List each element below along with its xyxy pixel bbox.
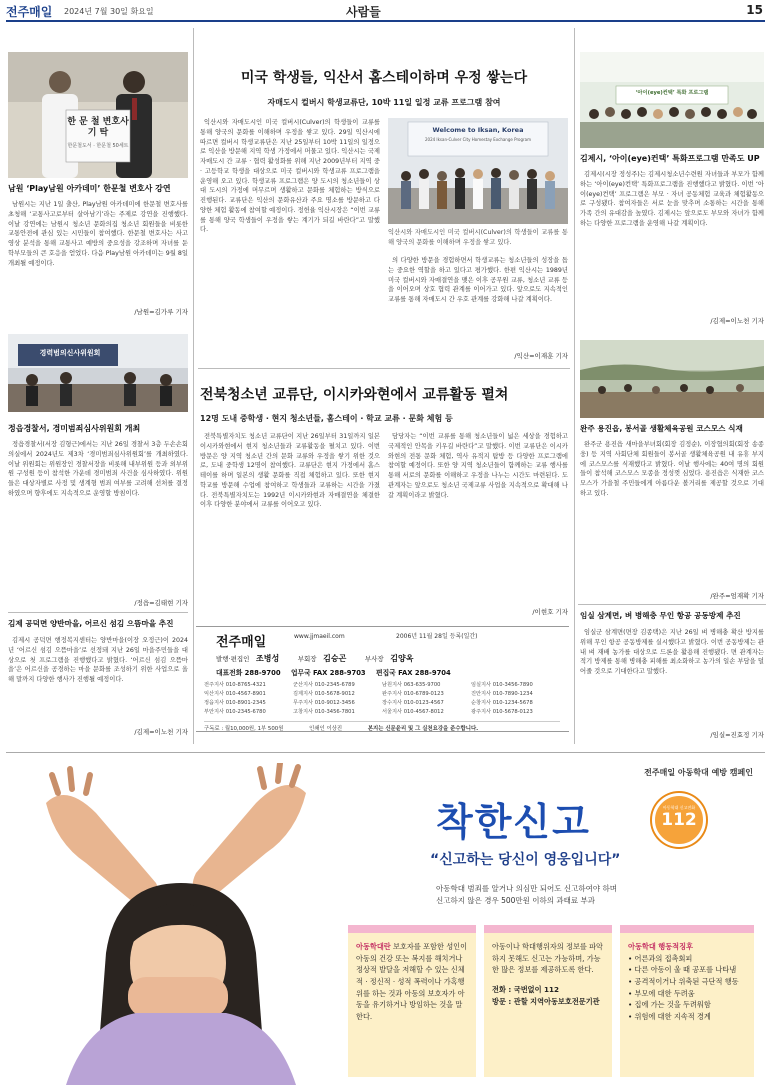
photo-police-committee (8, 334, 188, 412)
staff-contact: 정읍지사 010-8901-2345 (204, 700, 266, 706)
ad-description-line2: 신고하지 않은 경우 500만원 이하의 과태료 부과 (436, 896, 596, 905)
byline-imsil-drone: /임실=진효정 기자 (710, 731, 764, 739)
staff-contact: 부안지사 010-2345-6780 (204, 709, 266, 715)
staff-contact: 진안지사 010-7890-1234 (471, 691, 533, 697)
column-rule-left (193, 28, 194, 744)
section-title: 사람들 (346, 5, 381, 19)
ad-box-signs-item-text: 위험에 대한 지속적 경계 (634, 1011, 711, 1021)
ad-box-signs-item: • 어른과의 접촉회피 (628, 953, 693, 963)
headline-imsil-drone: 임실 삼계면, 벼 병해충 무인 항공 공동방제 추진 (580, 611, 741, 620)
photo-eye-contact (580, 52, 764, 148)
headline-iksan-homestay: 미국 학생들, 익산서 홈스테이하며 우정 쌓는다 (240, 70, 528, 86)
body-gimje-village-text: 김제시 공덕면 행정복지센터는 양반마을(이장 오정근)이 2024년 ‘어르신 섬김 으뜸마을’로 선정돼 지난 26일 마을주민들을 대상으로 첫 프로그램을 진행했다고 밝혔다. ‘어르신 섬김 으뜸마을’은 어르신을 공경하는 마을 문화를 조성하기 위한 사업으로 올해 말까지 다양한 행사가 진행될 예정이다. (8, 637, 188, 683)
staff-contact: 김제지사 010-5678-9012 (293, 691, 355, 697)
ad-box-signs-item: • 공격적이거나 위축된 극단적 행동 (628, 976, 739, 986)
staff-subscription: 구독료 : 월10,000원, 1부 500원 (204, 726, 284, 732)
body-iksan-right-text: 의 다양한 방문을 경험하면서 학생교류는 청소년들의 성장을 돕는 중요한 역할을 하고 있다고 평가했다. 한편 익산시는 1989년 미국 컬버시와 자매결연을 맺은 이후 공무원 교류, 청소년 교류 등을 이어오며 상호 협력 관계를 이어가고 있다. 앞으로도 지속적인 교류를 통해 자매도시 간 우호 관계를 강화해 나갈 계획이다. (388, 257, 568, 303)
staff-printer: 인쇄인 이상진 (309, 726, 343, 732)
divider-left-1 (8, 612, 188, 613)
body-iksan-right (388, 256, 568, 352)
body-namwon-text: 남원시는 지난 1일 출산, Play남원 아카데미에 한문철 변호사를 초청해 ‘교통사고로부터 살아남기’라는 주제로 강연을 진행했다. 이날 강연에는 남원시 청소년 문화의집 청소년 회원들을 비롯한 교통안전에 관심 있는 시민들이 참여했다. 한문철 변호사는 사고 영상 분석을 통해 교통사고 예방의 중요성을 강조하며 자녀를 둔 학부모들의 큰 호응을 얻었다. 다음 Play남원 아카데미는 9월 8일 개최될 예정이다. (8, 201, 188, 267)
body-ishikawa-left-text: 전북특별자치도 청소년 교류단이 지난 26일부터 31일까지 일본 이시카와현에서 현지 청소년들과 교류활동을 펼치고 있다. 이번 방문은 양 지역 청소년 간의 문화 교류와 우정을 쌓기 위한 것으로, 도내 중학생 12명이 참여했다. 교류단은 현지 가정에서 홈스테이를 하며 일본의 생활 문화를 직접 체험하고 있다. 또한 현지 학교를 방문해 수업에 참여하고 학생들과 교류하는 시간을 가졌다. 전북특별자치도는 1992년 이시카와현과 자매결연을 체결한 이후 다양한 분야에서 교류를 이어오고 있다. (200, 433, 380, 509)
ad-badge-number: 112 (661, 810, 697, 830)
body-gimje-eyecontact-text: 김제시(시장 정성주)는 김제시청소년수련원 자녀들과 부모가 함께하는 ‘아이(eye)컨택’ 특화프로그램을 진행했다고 밝혔다. 이번 ‘아이(eye)컨택’ 프로그램은 부모 · 자녀 공동체험 교육과 체험활동으로 구성됐다. 참여자들은 서로 눈을 맞추며 소통하는 시간을 통해 가족 간의 유대감을 높였다. 김제시는 앞으로도 부모와 자녀가 함께하는 다양한 프로그램을 운영해 나갈 계획이다. (580, 171, 764, 227)
staff-contact: 군산지사 010-2345-6789 (293, 682, 355, 688)
staff-phone-edit: 편집국 FAX 288-9704 (376, 669, 451, 677)
ad-box-signs-item-text: 공격적이거나 위축된 극단적 행동 (634, 976, 739, 986)
headline-jeongeup-police: 정읍경찰서, 경미범죄심사위원회 개최 (8, 424, 141, 433)
ad-box-signs-item-text: 다른 아동이 울 때 공포를 나타냄 (634, 965, 737, 975)
donation-sign (66, 117, 130, 161)
iksan-banner-sub: 2024 Iksan-Culver City Homestay Exchange Program (424, 137, 531, 142)
byline-iksan: /익산=이재훈 기자 (514, 352, 568, 360)
ad-box-report-call: 전화 : 국번없이 112 (492, 984, 560, 994)
staff-contact: 완주지사 010-6789-0123 (382, 691, 444, 697)
staff-box (196, 626, 569, 732)
staff-contact: 광주지사 010-5678-0123 (471, 709, 533, 715)
body-ishikawa-left (200, 432, 380, 616)
ad-box-signs-item-text: 부모에 대한 두려움 (634, 988, 695, 998)
caption-iksan-photo-text: 익산시와 자매도시인 미국 컬버시(Culver)의 학생들이 교류를 통해 양국의 문화를 이해하며 우정을 쌓고 있다. (388, 229, 568, 246)
ad-slogan: “신고하는 당신이 영웅입니다” (430, 852, 621, 868)
staff-paper-name: 전주매일 (216, 635, 267, 650)
police-banner-text: 경력범의신사위원회 (39, 349, 101, 357)
body-iksan-left (200, 118, 380, 362)
byline-gimje-eyecontact: /김제=이노천 기자 (710, 317, 764, 325)
staff-contact: 임실지사 010-3456-7890 (471, 682, 533, 688)
ad-box-signs-item: • 집에 가는 것을 두려워함 (628, 1000, 711, 1010)
body-gimje-village (8, 636, 188, 726)
page-number: 15 (746, 3, 763, 17)
staff-contact: 순창지사 010-1234-5678 (471, 700, 533, 706)
body-jeongeup-police (8, 440, 188, 594)
ad-badge-top: 아동학대 신고전화 (662, 805, 696, 810)
masthead (6, 2, 765, 22)
child-abuse-ad (6, 752, 765, 1087)
staff-vice-label: 부회장 (297, 655, 317, 663)
subheadline-iksan-homestay: 자매도시 컬버시 학생교류단, 10박 11일 일정 교류 프로그램 참여 (267, 98, 501, 107)
staff-vice: 김승곤 (323, 654, 347, 663)
headline-ishikawa: 전북청소년 교류단, 이시카와현에서 교류활동 펼쳐 (200, 387, 509, 403)
ad-box-signs-item: • 부모에 대한 두려움 (628, 988, 695, 998)
staff-registration: 2006년 11월 28일 등록(일간) (396, 633, 478, 640)
staff-publisher-label: 발행·편집인 (216, 655, 250, 663)
byline-wanju-cosmos: /완주=엄재확 기자 (710, 592, 764, 600)
staff-contact: 장수지사 010-0123-4567 (382, 700, 444, 706)
body-wanju-cosmos-text: 완주군 용진읍 새마을부녀회(회장 김정순), 이장협의회(회장 송종웅) 등 지역 사회단체 회원들이 봉서골 생활체육공원 내 유휴 부지에 코스모스를 식재했다고 밝혔다. 이날 행사에는 40여 명의 회원들이 참석해 코스모스 모종을 정성껏 심었다. 용진읍은 식재한 코스모스가 가을철 주민들에게 아름다운 볼거리를 제공할 것으로 기대하고 있다. (580, 441, 764, 497)
ad-box-definition-title: 아동학대란 (356, 942, 391, 951)
ad-box-report-visit: 방문 : 관할 지역아동보호전문기관 (492, 996, 600, 1006)
ad-illustration (6, 763, 336, 1085)
eye-contact-banner-text: ‘아이(eye)컨택’ 특화 프로그램 (635, 90, 709, 96)
staff-contact: 전주지사 010-8765-4321 (204, 682, 266, 688)
body-ishikawa-right (388, 432, 568, 606)
staff-contact: 무주지사 010-9012-3456 (293, 700, 355, 706)
headline-wanju-cosmos: 완주 용진읍, 봉서골 생활체육공원 코스모스 식재 (580, 424, 743, 433)
ad-box-report-text: 아동이나 학대행위자의 정보를 파악하지 못해도 신고는 가능하며, 가능한 많은 정보를 제공하도록 한다. (492, 942, 604, 975)
ad-description-line1: 아동학대 범죄를 알거나 의심만 되어도 신고하여야 하며 (436, 884, 617, 893)
byline-namwon: /남원=김가루 기자 (134, 308, 188, 316)
body-imsil-drone (580, 628, 764, 726)
body-ishikawa-right-text: 담당자는 “이번 교류를 통해 청소년들이 넓은 세상을 경험하고 국제적인 안목을 키우길 바란다”고 말했다. 이번 교류단은 이시카와현의 전통 문화 체험, 역사 유적지 탐방 등 다양한 프로그램에 참여할 예정이다. 또한 양 지역 청소년들이 함께하는 교류 행사를 통해 서로의 문화를 이해하고 우정을 나누는 시간도 마련된다. 도 관계자는 앞으로도 청소년 국제교류 사업을 지속적으로 확대해 나갈 계획이라고 밝혔다. (388, 433, 568, 499)
ad-box-signs-item: • 위험에 대한 지속적 경계 (628, 1011, 711, 1021)
staff-ethics: 본지는 신문윤리 및 그 실천요강을 준수합니다. (367, 726, 479, 732)
staff-vice2: 김양옥 (390, 654, 414, 663)
staff-contact: 익산지사 010-4567-8901 (204, 691, 266, 697)
donation-sign-sub: 한문철도서 · 한문철 50세트 (67, 142, 129, 149)
staff-contact: 서울지사 010-4567-8012 (382, 709, 444, 715)
ad-badge (652, 793, 706, 847)
body-wanju-cosmos (580, 440, 764, 590)
ad-box-signs-title: 아동학대 행동적징후 (628, 942, 693, 951)
ad-box-report (484, 925, 612, 1077)
ad-campaign-label: 전주매일 아동학대 예방 캠페인 (644, 768, 753, 777)
divider-center-1 (198, 368, 570, 369)
staff-publisher: 조병성 (256, 654, 280, 663)
headline-gimje-eyecontact: 김제시, ‘아이(eye)컨택’ 특화프로그램 만족도 UP (580, 154, 760, 163)
body-gimje-eyecontact (580, 170, 764, 316)
byline-gimje-village: /김제=이노천 기자 (134, 728, 188, 736)
ad-box-signs (620, 925, 754, 1077)
staff-contact: 남원지사 063-635-9700 (382, 682, 441, 688)
iksan-banner-title: Welcome to Iksan, Korea (432, 126, 524, 134)
body-jeongeup-text: 정읍경찰서(서장 김형근)에서는 지난 26일 경찰서 3층 두손손회의실에서 2024년도 제3차 ‘경미범죄심사위원회’를 개최하였다. 이날 위원회는 위원장인 경찰서장을 비롯해 내부위원 등과 외부위원 구성원 등이 참석한 가운데 경미범죄 사건을 심사하였다. 위원들은 대상자별로 사정 및 생계형 범죄 여부를 고려해 선처를 결정하였으며 향후에도 지속적으로 운영할 방침이다. (8, 441, 188, 497)
body-namwon (8, 200, 188, 306)
divider-right-1 (578, 604, 766, 605)
paper-name: 전주매일 (6, 5, 53, 19)
byline-ishikawa: /이현호 기자 (532, 608, 568, 616)
ad-box-definition (348, 925, 476, 1077)
photo-cosmos-planting (580, 340, 764, 418)
staff-phone-ad: 업무국 FAX 288-9703 (290, 669, 366, 677)
issue-date: 2024년 7월 30일 화요일 (64, 7, 154, 16)
headline-gimje-village: 김제 공덕면 양반마을, 어르신 섬김 으뜸마을 추진 (8, 619, 174, 628)
ad-box-signs-item-text: 어른과의 접촉회피 (634, 953, 693, 963)
staff-website: www.jjmaeil.com (294, 633, 345, 640)
ad-box-definition-text: 보호자를 포함한 성인이 아동의 건강 또는 복지를 해치거나 정상적 발달을 저해할 수 있는 신체적 · 정신적 · 성적 폭력이나 가혹행위를 하는 것과 아동의 보호자가 아동을 유기하거나 방임하는 것을 말한다. (356, 942, 468, 1021)
body-iksan-left-text: 익산시와 자매도시인 미국 컬버시(Culver)의 학생들이 교류를 통해 양국의 문화를 이해하며 우정을 쌓고 있다. 29일 익산시에 따르면 컬버시 학생교류단은 지난 25일부터 10박 11일의 일정으로 익산을 방문해 지역 학생 가정에서 머물고 있다. 익산시는 국제 자매도시 간 교류 · 협력 활성화를 위해 지난 2009년부터 지역 중 · 고등학교 학생을 대상으로 미국 컬버시와 학생교류 프로그램을 운영해 오고 있다. 학생교류 프로그램은 양 도시의 청소년들이 상대 도시의 가정에 머무르며 생활하고 문화를 체험하는 방식으로 진행된다. 교류단은 익산의 문화유산과 주요 명소를 방문하고 다양한 체험 활동에 참여할 예정이다. 정헌율 익산시장은 “이번 교류를 통해 양국 학생들이 우정을 쌓는 계기가 되길 바란다”고 말했다. (200, 119, 380, 234)
ad-title: 착한신고 (436, 800, 591, 844)
ad-box-signs-item: • 다른 아동이 울 때 공포를 나타냄 (628, 965, 737, 975)
subheadline-ishikawa: 12명 도내 중학생 · 현지 청소년들, 홈스테이 · 학교 교류 · 문화 체험 등 (200, 414, 453, 423)
caption-iksan-photo (388, 228, 568, 252)
column-rule-right (574, 28, 575, 744)
ad-box-signs-item-text: 집에 가는 것을 두려워함 (634, 1000, 711, 1010)
headline-namwon: 남원 ‘Play남원 아카데미’ 한문철 변호사 강연 (8, 184, 171, 193)
staff-contact: 고창지사 010-3456-7801 (293, 709, 355, 715)
byline-jeongeup-police: /정읍=김태현 기자 (134, 599, 188, 607)
body-imsil-drone-text: 임실군 삼계면(면장 김종택)은 지난 26일 벼 병해충 확산 방지를 위해 무인 항공 공동방제를 실시했다고 밝혔다. 이번 공동방제는 관내 벼 재배 농가를 대상으로 드론을 활용해 진행됐다. 면 관계자는 적기 방제를 통해 병해충 피해를 최소화하고 농가의 일손 부담을 덜어줄 것으로 기대한다고 말했다. (580, 629, 764, 675)
staff-phone-main: 대표전화 288-9700 (216, 669, 281, 677)
staff-contacts (204, 681, 560, 715)
staff-vice2-label: 부사장 (364, 655, 384, 663)
donation-sign-title: 한 문 철 변호사 기 탁 (67, 117, 129, 138)
